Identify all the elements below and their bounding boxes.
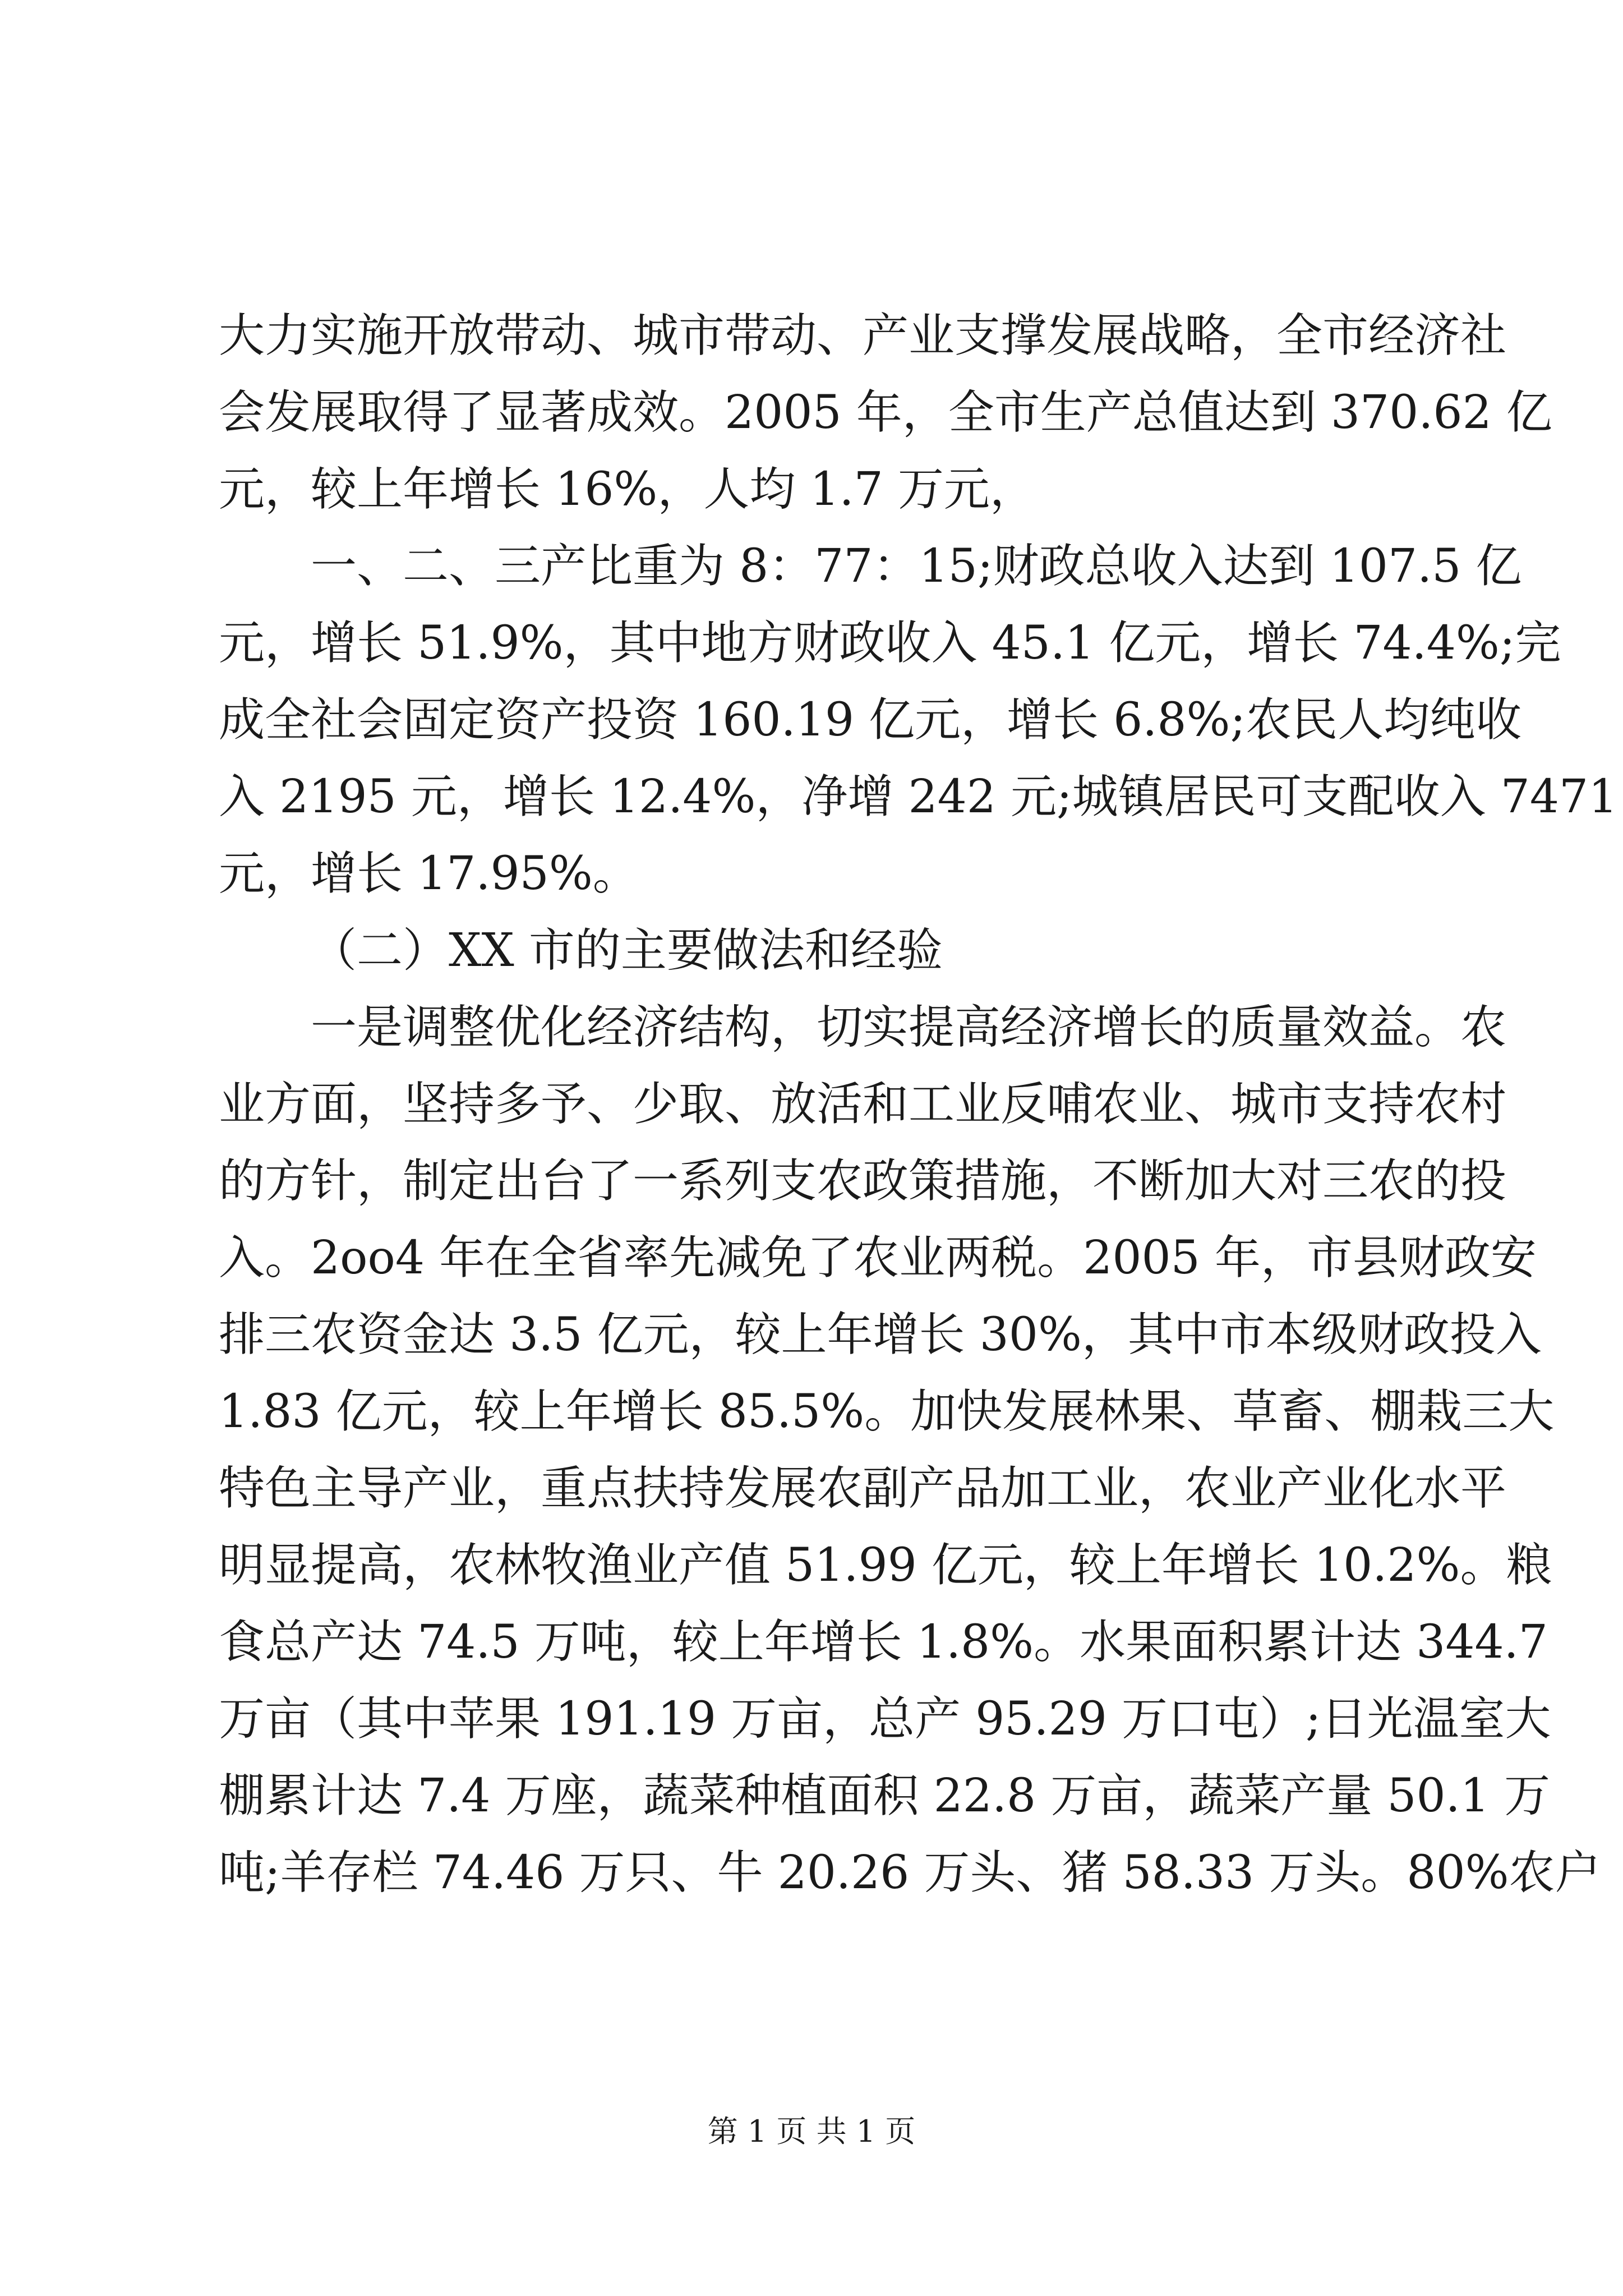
text-line-19: 万亩（其中苹果 191.19 万亩，总产 95.29 万口屯）;日光温室大: [219, 1692, 1551, 1746]
text-line-15: 1.83 亿元，较上年增长 85.5%。加快发展林果、草畜、棚栽三大: [219, 1385, 1555, 1438]
text-line-14: 排三农资金达 3.5 亿元，较上年增长 30%，其中市本级财政投入: [219, 1308, 1542, 1361]
document-body: [219, 297, 1618, 1911]
text-line-20: 棚累计达 7.4 万座，蔬菜种植面积 22.8 万亩，蔬菜产量 50.1 万: [219, 1769, 1550, 1823]
text-line-3: 元，较上年增长 16%，人均 1.7 万元，: [219, 463, 1036, 516]
text-line-6: 成全社会固定资产投资 160.19 亿元，增长 6.8%;农民人均纯收: [219, 693, 1522, 747]
text-line-2: 会发展取得了显著成效。2005 年，全市生产总值达到 370.62 亿: [219, 386, 1552, 439]
text-line-7: 入 2195 元，增长 12.4%，净增 242 元;城镇居民可支配收入 7471: [219, 770, 1618, 823]
section-heading: （二）XX 市的主要做法和经验: [311, 924, 943, 977]
text-line-5: 元，增长 51.9%，其中地方财政收入 45.1 亿元，增长 74.4%;完: [219, 616, 1561, 670]
page-number-footer: 第 1 页 共 1 页: [707, 2114, 916, 2149]
text-line-12: 的方针，制定出台了一系列支农政策措施，不断加大对三农的投: [219, 1154, 1507, 1208]
text-line-16: 特色主导产业，重点扶持发展农副产品加工业，农业产业化水平: [219, 1462, 1507, 1515]
text-line-10: 一是调整优化经济结构，切实提高经济增长的质量效益。农: [311, 1001, 1507, 1054]
text-line-13: 入。2oo4 年在全省率先减免了农业两税。2005 年，市县财政安: [219, 1231, 1537, 1285]
text-line-21: 吨;羊存栏 74.46 万只、牛 20.26 万头、猪 58.33 万头。80%农户: [219, 1846, 1601, 1899]
text-line-1: 大力实施开放带动、城市带动、产业支撑发展战略，全市经济社: [219, 309, 1507, 362]
text-line-17: 明显提高，农林牧渔业产值 51.99 亿元，较上年增长 10.2%。粮: [219, 1539, 1552, 1592]
text-line-8: 元，增长 17.95%。: [219, 847, 639, 900]
text-line-4: 一、二、三产比重为 8：77：15;财政总收入达到 107.5 亿: [311, 540, 1522, 593]
text-line-18: 食总产达 74.5 万吨，较上年增长 1.8%。水果面积累计达 344.7: [219, 1616, 1548, 1669]
text-line-11: 业方面，坚持多予、少取、放活和工业反哺农业、城市支持农村: [219, 1078, 1507, 1131]
